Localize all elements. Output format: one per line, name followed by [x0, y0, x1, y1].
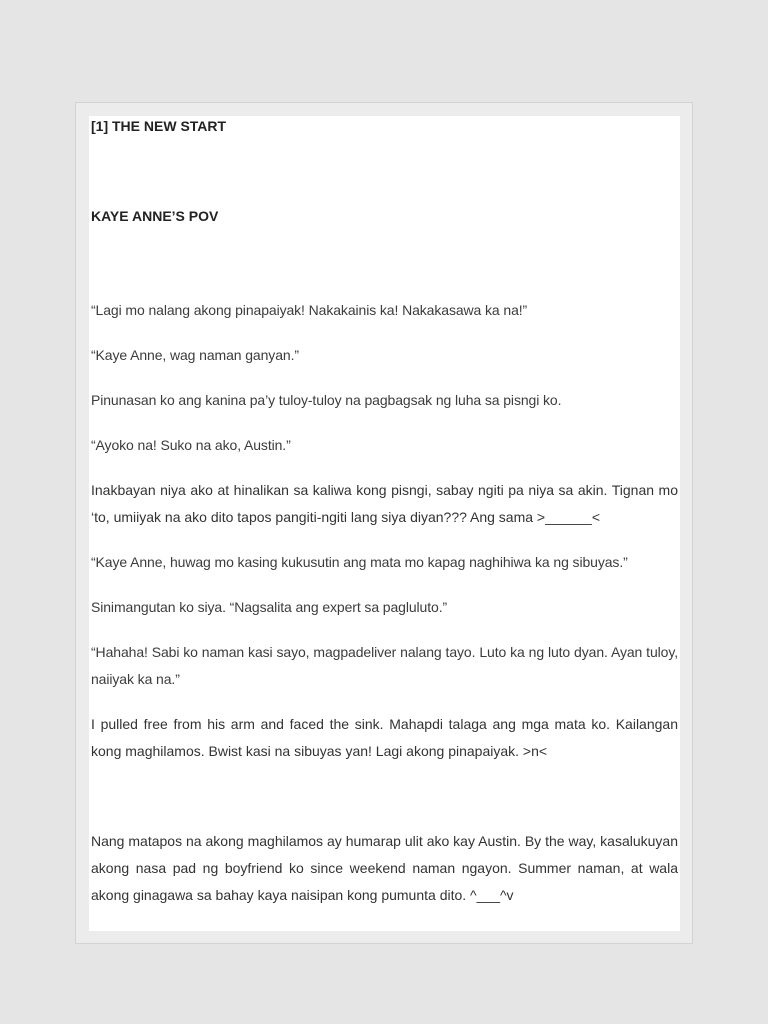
paragraph: Inakbayan niya ako at hinalikan sa kaliwa kong pisngi, sabay ngiti pa niya sa akin. Tignan mo ‘to, umiiyak na ako dito tapos pangiti-ngiti lang siya diyan??? Ang sama >______< [91, 482, 678, 525]
paragraph: “Ayoko na! Suko na ako, Austin.” [91, 437, 291, 453]
paragraph: “Kaye Anne, huwag mo kasing kukusutin ang mata mo kapag naghihiwa ka ng sibuyas.” [91, 554, 628, 570]
paragraph: “Hahaha! Sabi ko naman kasi sayo, magpadeliver nalang tayo. Luto ka ng luto dyan. Ayan tuloy, naiiyak ka na.” [91, 644, 678, 687]
paragraph-spacer [91, 783, 678, 828]
paragraph: Sinimangutan ko siya. “Nagsalita ang expert sa pagluluto.” [91, 599, 448, 615]
pov-title: KAYE ANNE’S POV [91, 208, 219, 224]
paragraph: I pulled free from his arm and faced the sink. Mahapdi talaga ang mga mata ko. Kailangan kong maghilamos. Bwist kasi na sibuyas yan! Lagi akong pinapaiyak. >n< [91, 716, 678, 759]
document-body [89, 116, 680, 931]
paragraph: Nang matapos na akong maghilamos ay humarap ulit ako kay Austin. By the way, kasalukuyan akong nasa pad ng boyfriend ko since weekend naman ngayon. Summer naman, at wala akong ginagawa sa bahay kaya naisipan kong pumunta dito. ^___^v [91, 833, 678, 903]
document-page-frame [75, 102, 693, 944]
paragraph: “Kaye Anne, wag naman ganyan.” [91, 347, 299, 363]
paragraph: Pinunasan ko ang kanina pa’y tuloy-tuloy na pagbagsak ng luha sa pisngi ko. [91, 392, 562, 408]
chapter-title: [1] THE NEW START [91, 118, 227, 134]
paragraph: “Lagi mo nalang akong pinapaiyak! Nakakainis ka! Nakakasawa ka na!” [91, 302, 528, 318]
